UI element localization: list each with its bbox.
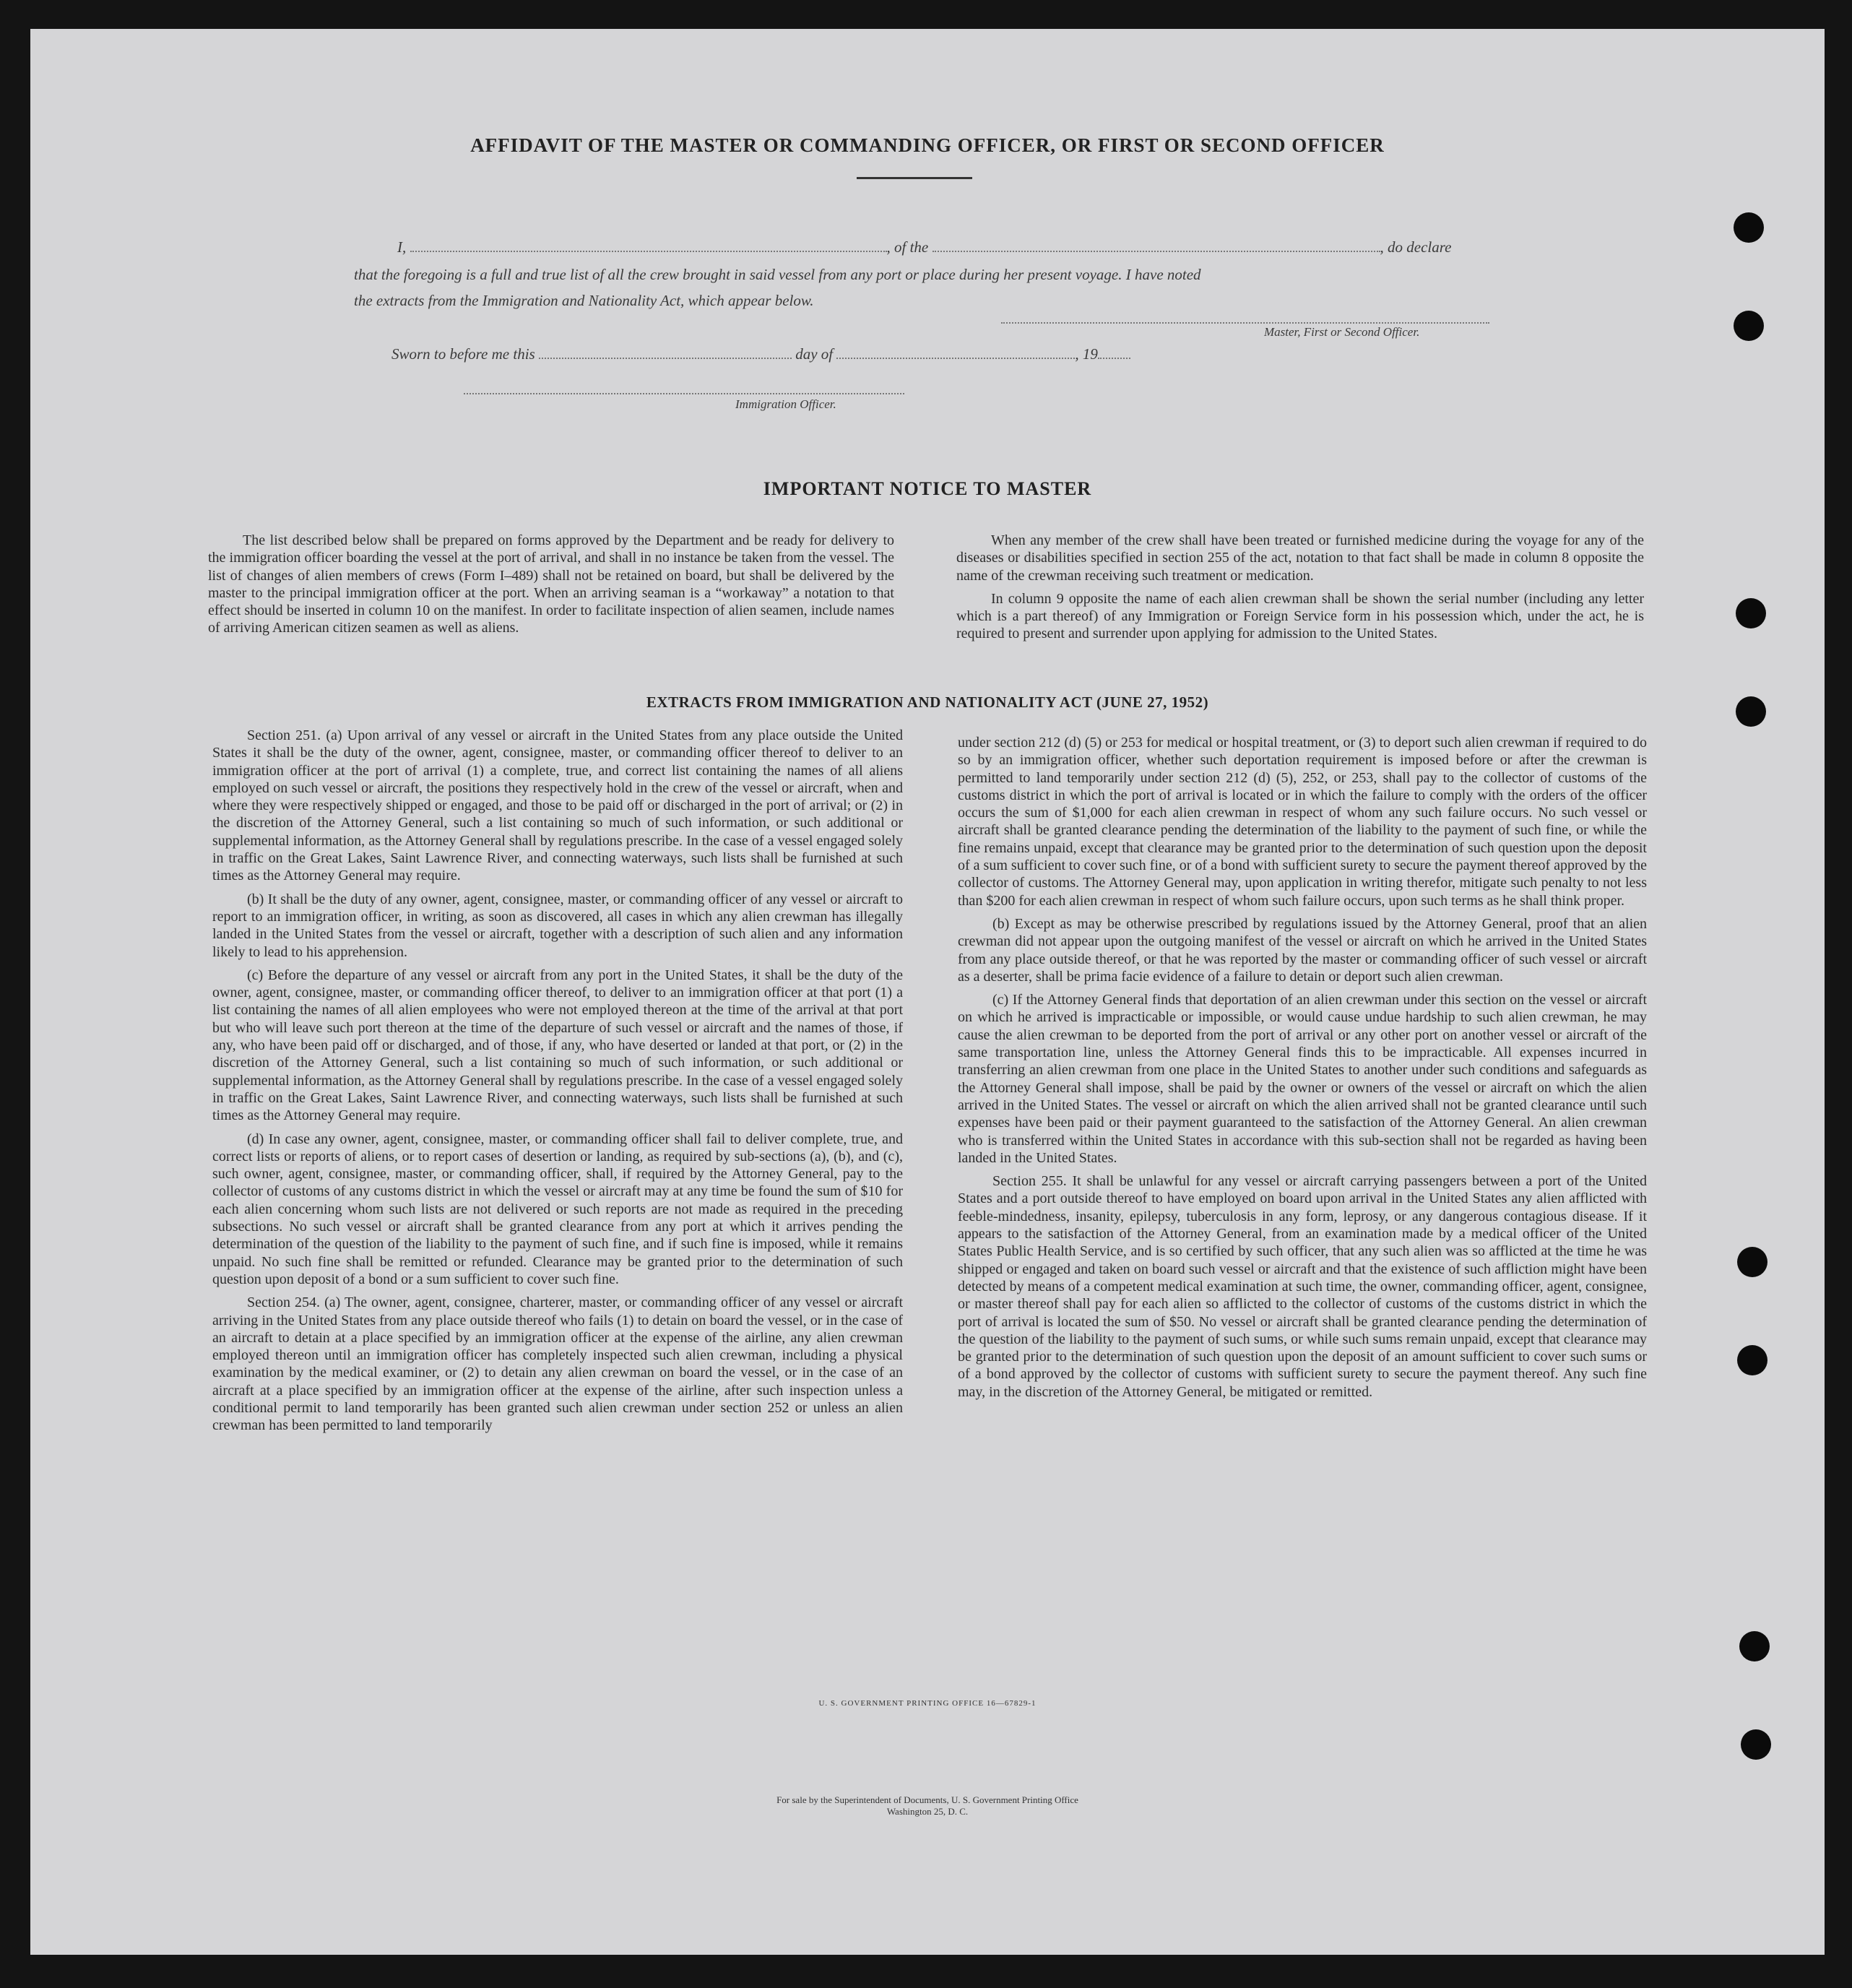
act-section-paragraph: Section 255. It shall be unlawful for any vessel or aircraft carrying passengers between a port of the United States and a port outside thereof to have employed on board upon arrival in the United States any alien afflicted with feeble-mindedness, insanity, epilepsy, tuberculosis in any form, leprosy, or any dangerous contagious disease. If it appears to the satisfaction of the Attorney General, from an examination made by a medical officer of the United States Public Health Service, and is so certified by such officer, that any such alien was so afflicted at the time he was shipped or engaged and taken on board such vessel or aircraft and that the existence of such affliction might have been detected by means of a competent medical examination at such time, the owner, commanding officer, agent, consignee, or master thereof shall pay for each alien so afflicted to the collector of customs of the customs district in which the port of arrival is located the sum of $50. No vessel or aircraft shall be granted clearance pending the determination of the question of the liability to the payment of such sums, or while such sums remain unpaid, except that clearance may be granted prior to the determination of such question upon the deposit of an amount sufficient to cover such sums or of a bond approved by the collector of customs with sufficient surety to secure the payment thereof. Any such fine may, in the discretion of the Attorney General, be mitigated or remitted. (958, 1173, 1647, 1400)
month-blank[interactable] (836, 347, 1075, 359)
affidavit-title: AFFIDAVIT OF THE MASTER OR COMMANDING OFFICER, OR FIRST OR SECOND OFFICER (470, 134, 1385, 156)
master-caption: Master, First or Second Officer. (1264, 325, 1420, 339)
declare-label: , do declare (1380, 238, 1452, 256)
notice-paragraph: In column 9 opposite the name of each alien crewman shall be shown the serial number (including any letter which is a part thereof) of any Immigration or Foreign Service form in his possession which, under the act, he is required to present and surrender upon applying for admission to the United States. (956, 590, 1644, 642)
day-of-label: day of (795, 345, 834, 363)
year-blank[interactable] (1098, 347, 1130, 359)
act-section-paragraph: under section 212 (d) (5) or 253 for medical or hospital treatment, or (3) to deport such alien crewman if required to do so by an immigration officer, whether such deportation requirement is imposed before or after the crewman is permitted to land temporarily under section 212 (d) (5), 252, or 253, shall pay to the collector of customs of the customs district in which the port of arrival is located or in which the failure to comply with the orders of the officer occurs the sum of $1,000 for each alien crewman in respect of whom any such failure occurs. No such vessel or aircraft shall be granted clearance pending the determination of the liability to the payment of such fine, or while the fine remains unpaid, except that clearance may be granted prior to the determination of such question upon the deposit of a sum sufficient to cover such fine, or of a bond with sufficient surety to secure the payment thereof approved by the collector of customs. The Attorney General may, upon application in writing therefor, mitigate such penalty to not less than $200 for each alien crewman in respect of whom such failure occurs, upon such terms as he shall think proper. (958, 735, 1647, 909)
binder-hole (1741, 1729, 1771, 1760)
extracts-left-column (212, 727, 903, 1440)
affidavit-line-2: that the foregoing is a full and true list of all the crew brought in said vessel from any port or place during her present voyage. I have noted (354, 266, 1201, 283)
act-section-paragraph: Section 251. (a) Upon arrival of any vessel or aircraft in the United States from any place outside the United States it shall be the duty of the owner, agent, consignee, master, or commanding officer thereof to deliver to an immigration officer at the port of arrival (1) a complete, true, and correct list containing the names of all aliens employed on such vessel or aircraft, the positions they respectively hold in the crew of the vessel or aircraft, when and where they were respectively shipped or engaged, and those to be paid off or discharged in the port of arrival; or (2) in the discretion of the Attorney General, such a list containing so much of such information, or such additional or supplemental information, as the Attorney General shall by regulations prescribe. In the case of a vessel engaged solely in traffic on the Great Lakes, Saint Lawrence River, and connecting waterways, such lists shall be furnished at such times as the Attorney General may require. (212, 727, 903, 884)
notice-paragraph: When any member of the crew shall have been treated or furnished medicine during the voyage for any of the diseases or disabilities specified in section 255 of the act, notation to that fact shall be made in column 8 opposite the name of the crewman receiving such treatment or medication. (956, 532, 1644, 584)
affidavit-line-1 (397, 238, 1451, 256)
act-section-paragraph: (c) If the Attorney General finds that deportation of an alien crewman under this section on the vessel or aircraft on which he arrived is impracticable or impossible, or would cause undue hardship to such alien crewman, he may cause the alien crewman to be deported from the port of arrival or any other port on another vessel or aircraft of the same transportation line, unless the Attorney General finds this to be impracticable. All expenses incurred in transferring an alien crewman from one place in the United States to another under such conditions and safeguards as the Attorney General shall impose, shall be paid by the owner or owners of the vessel or aircraft on which the alien arrived in the United States. The vessel or aircraft on which the alien arrived shall not be granted clearance until such expenses have been paid or their payment guaranteed to the satisfaction of the Attorney General. An alien crewman who is transferred within the United States in accordance with this sub-section shall not be regarded as having been landed in the United States. (958, 992, 1647, 1166)
sworn-line (391, 345, 1130, 363)
affidavit-line-3: the extracts from the Immigration and Nationality Act, which appear below. (354, 292, 814, 309)
extracts-title: EXTRACTS FROM IMMIGRATION AND NATIONALITY ACT (JUNE 27, 1952) (646, 693, 1209, 711)
sale-notice-line-1: For sale by the Superintendent of Documents, U. S. Government Printing Office (776, 1794, 1078, 1805)
binder-hole (1737, 1247, 1767, 1277)
act-section-paragraph: (d) In case any owner, agent, consignee, master, or commanding officer shall fail to deliver complete, true, and correct lists or reports of aliens, or to report cases of desertion or landing, as required by sub-sections (a), (b), and (c), such owner, agent, consignee, master, or commanding officer, shall, if required by the Attorney General, pay to the collector of customs of any customs district in which the vessel or aircraft may at any time be found the sum of $10 for each alien concerning whom such lists are not delivered or such reports are not made as required in the preceding subsections. No such vessel or aircraft shall be granted clearance from any port at which it arrives pending the determination of the question of the liability to the payment of such fine, and if such fine is imposed, while it remains unpaid. No such fine shall be remitted or refunded. Clearance may be granted prior to the determination of such question upon deposit of a bond or a sum sufficient to cover such fine. (212, 1131, 903, 1287)
notice-paragraph: The list described below shall be prepared on forms approved by the Department and be ready for delivery to the immigration officer boarding the vessel at the port of arrival, and shall in no instance be taken from the vessel. The list of changes of alien members of crews (Form I–489) shall not be retained on board, but shall be delivered by the master to the principal immigration officer at the port. When an arriving seaman is a “workaway” a notation to that effect should be inserted in column 10 on the manifest. In order to facilitate inspection of alien seamen, include names of arriving American citizen seamen as well as aliens. (208, 532, 894, 636)
sale-notice-line-2: Washington 25, D. C. (886, 1806, 969, 1817)
binder-hole (1734, 311, 1764, 341)
printer-imprint: U. S. GOVERNMENT PRINTING OFFICE 16—67829-1 (818, 1699, 1037, 1708)
sale-notice (30, 1794, 1825, 1818)
notice-title: IMPORTANT NOTICE TO MASTER (763, 478, 1092, 499)
day-blank[interactable] (539, 347, 792, 359)
title-underline (857, 177, 972, 179)
act-section-paragraph: (b) Except as may be otherwise prescribed by regulations issued by the Attorney General, proof that an alien crewman did not appear upon the outgoing manifest of the vessel or aircraft on which he arrived in the United States from any place outside thereof, or that he was reported by the master or commanding officer of such vessel or aircraft as a deserter, shall be prima facie evidence of a failure to detain or deport such alien crewman. (958, 915, 1647, 985)
vessel-blank[interactable] (933, 241, 1380, 252)
binder-hole (1734, 212, 1764, 243)
binder-hole (1739, 1631, 1770, 1661)
binder-hole (1736, 598, 1766, 628)
act-section-paragraph: (b) It shall be the duty of any owner, agent, consignee, master, or commanding officer of any vessel or aircraft to report to an immigration officer, in writing, as soon as discovered, all cases in which any alien crewman has illegally landed in the United States from the vessel or aircraft, together with a description of such alien and any information likely to lead to his apprehension. (212, 891, 903, 960)
act-section-paragraph: Section 254. (a) The owner, agent, consignee, charterer, master, or commanding officer of any vessel or aircraft arriving in the United States from any place outside thereof who fails (1) to detain on board the vessel, or in the case of an aircraft to detain at a place specified by an immigration officer at the expense of the airline, any alien crewman employed thereon until an immigration officer has completely inspected such alien crewman, including a physical examination by the medical examiner, or (2) to detain any alien crewman on board the vessel, or in the case of an aircraft at a place specified by an immigration officer at the expense of the airline, after such inspection unless a conditional permit to land temporarily has been granted such alien crewman under section 252 or unless an alien crewman has been permitted to land temporarily (212, 1295, 903, 1434)
notice-right-column (956, 532, 1644, 649)
notice-left-column (208, 532, 894, 643)
of-the-label: , of the (886, 238, 929, 256)
binder-hole (1737, 1345, 1767, 1375)
affidavit-i-label: I, (397, 238, 407, 256)
master-signature-line[interactable] (1001, 322, 1489, 324)
name-blank[interactable] (410, 241, 887, 252)
officer-signature-line[interactable] (464, 393, 904, 394)
officer-caption: Immigration Officer. (735, 397, 836, 411)
document-page (30, 29, 1825, 1955)
binder-hole (1736, 696, 1766, 727)
year-label: , 19 (1075, 345, 1098, 363)
extracts-right-column (958, 734, 1647, 1406)
act-section-paragraph: (c) Before the departure of any vessel or aircraft from any port in the United States, it shall be the duty of the owner, agent, consignee, master, or commanding officer thereof, to deliver to an immigration officer at that port (1) a list containing the names of all alien employees who were not employed thereon at the time of the arrival at that port but who will leave such port thereon at the time of the departure of such vessel or aircraft and the names of those, if any, who have been paid off or discharged, and of those, if any, who have deserted or landed at that port, or (2) in the discretion of the Attorney General, such a list containing so much of such information, or such additional or supplemental information, as the Attorney General shall by regulations prescribe. In the case of a vessel engaged solely in traffic on the Great Lakes, Saint Lawrence River, and connecting waterways, such lists shall be furnished at such times as the Attorney General may require. (212, 967, 903, 1124)
sworn-label: Sworn to before me this (391, 345, 535, 363)
